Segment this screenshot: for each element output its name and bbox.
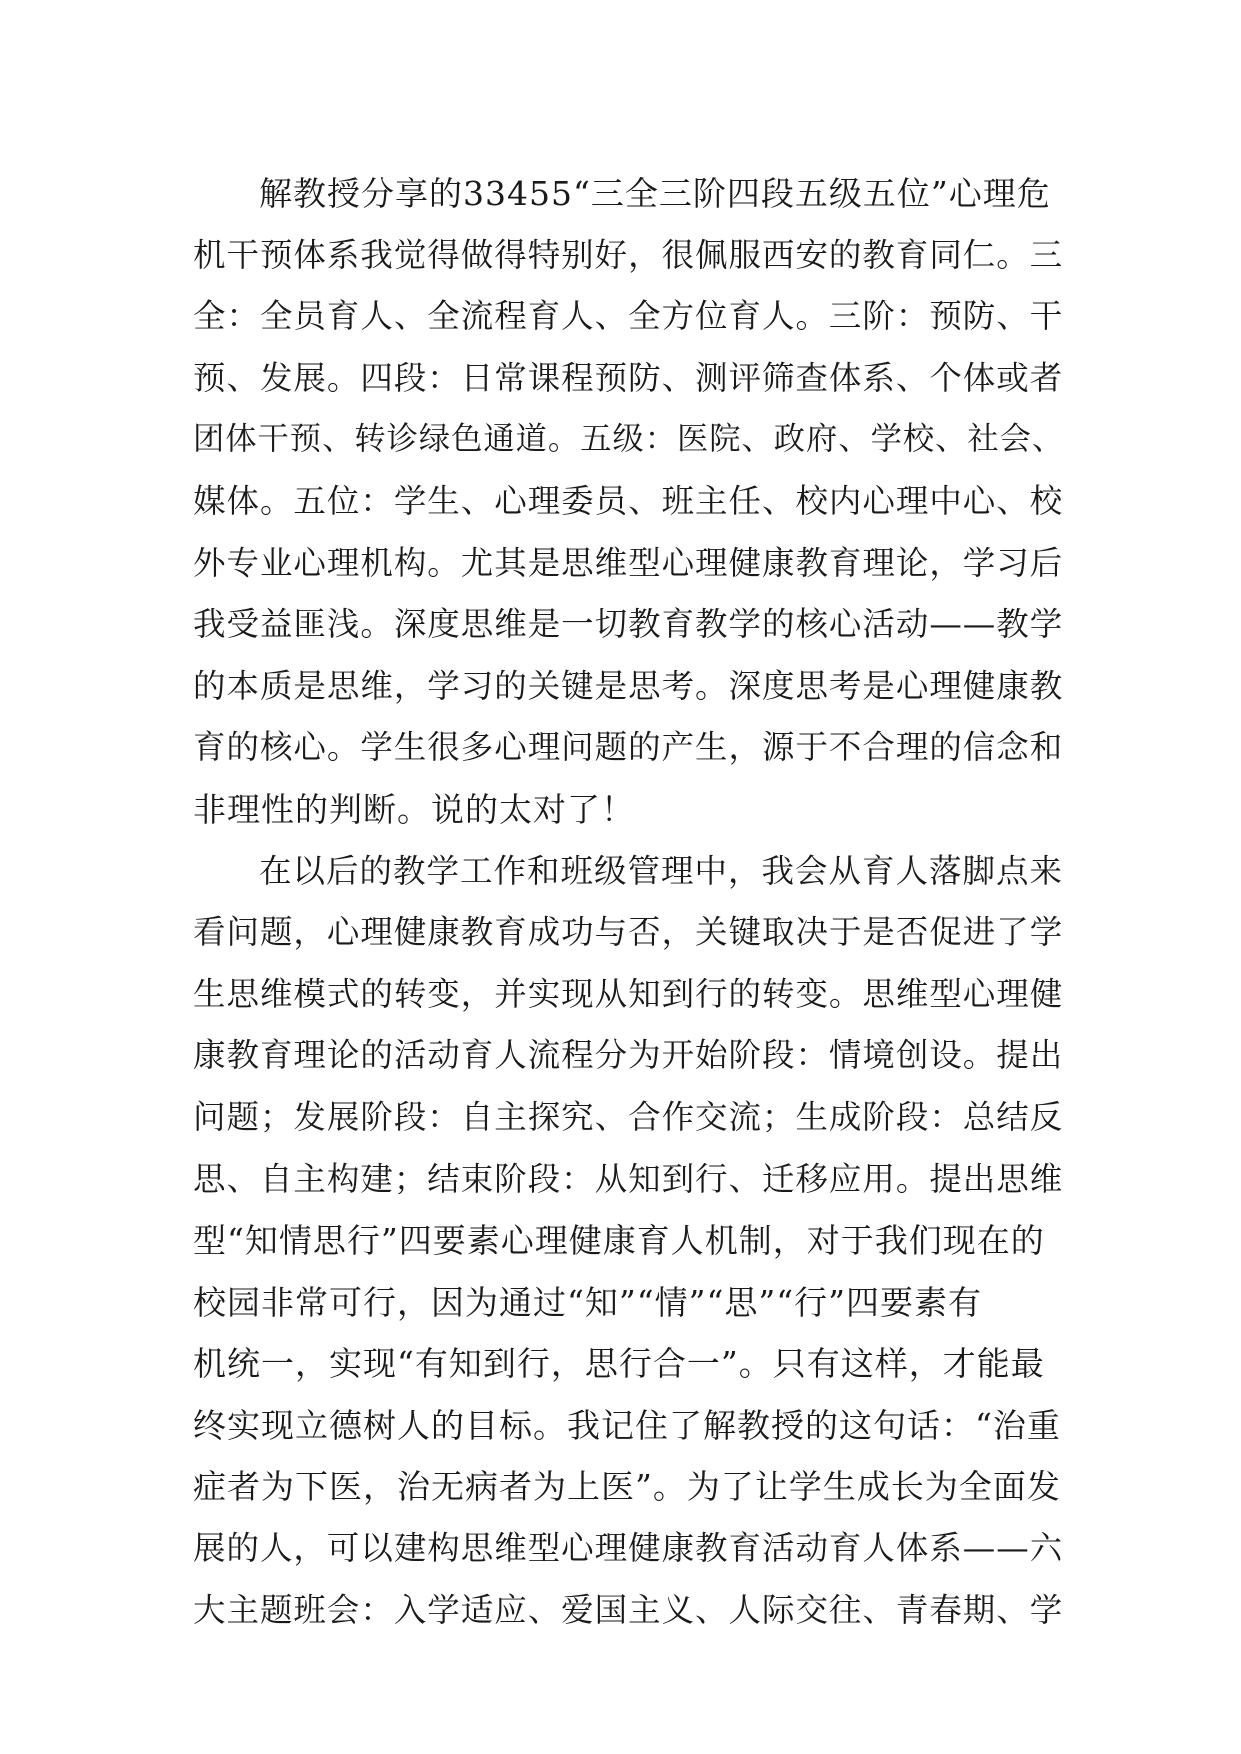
paragraph-1-line-5: 团体干预、转诊绿色通道。五级：医院、政府、学校、社会、 xyxy=(193,421,1065,458)
paragraph-2-line-13: 大主题班会：入学适应、爱国主义、人际交往、青春期、学 xyxy=(193,1590,1064,1629)
paragraph-1-line-11: 非理性的判断。说的太对了！ xyxy=(193,789,635,829)
paragraph-2-line-8: 校园非常可行，因为通过“知”“情”“思”“行”四要素有 xyxy=(193,1282,982,1322)
paragraph-1-line-6: 媒体。五位：学生、心理委员、班主任、校内心理中心、校 xyxy=(193,481,1064,520)
paragraph-2-line-6: 思、自主构建；结束阶段：从知到行、迁移应用。提出思维 xyxy=(193,1159,1064,1198)
paragraph-2-line-7: 型“知情思行”四要素心理健康育人机制，对于我们现在的 xyxy=(193,1221,1045,1261)
paragraph-2-line-4: 康教育理论的活动育人流程分为开始阶段：情境创设。提出 xyxy=(193,1036,1064,1075)
paragraph-2-line-10: 终实现立德树人的目标。我记住了解教授的这句话：“治重 xyxy=(193,1405,1061,1445)
paragraph-2-line-1: 在以后的教学工作和班级管理中，我会从育人落脚点来 xyxy=(259,851,1064,890)
paragraph-2-line-11: 症者为下医，治无病者为上医”。为了让学生成长为全面发 xyxy=(193,1467,1061,1507)
paragraph-1-line-7: 外专业心理机构。尤其是思维型心理健康教育理论，学习后 xyxy=(193,543,1064,582)
paragraph-2-line-9: 机统一，实现“有知到行，思行合一”。只有这样，才能最 xyxy=(193,1344,1045,1384)
paragraph-1-line-8: 我受益匪浅。深度思维是一切教育教学的核心活动——教学 xyxy=(193,605,1064,644)
paragraph-1-line-10: 育的核心。学生很多心理问题的产生，源于不合理的信念和 xyxy=(193,728,1064,767)
body-text xyxy=(193,163,1063,1641)
paragraph-2-line-3: 生思维模式的转变，并实现从知到行的转变。思维型心理健 xyxy=(193,974,1064,1013)
paragraph-1-line-1: 解教授分享的33455“三全三阶四段五级五位”心理危 xyxy=(259,174,1051,213)
paragraph-2-line-5: 问题；发展阶段：自主探究、合作交流；生成阶段：总结反 xyxy=(193,1097,1064,1136)
paragraph-2-line-2: 看问题，心理健康教育成功与否，关键取决于是否促进了学 xyxy=(193,913,1064,952)
paragraph-1-line-2: 机干预体系我觉得做得特别好，很佩服西安的教育同仁。三 xyxy=(193,235,1064,274)
paragraph-2-line-12: 展的人，可以建构思维型心理健康教育活动育人体系——六 xyxy=(193,1529,1064,1568)
paragraph-1-line-3: 全：全员育人、全流程育人、全方位育人。三阶：预防、干 xyxy=(193,297,1064,336)
paragraph-1-line-9: 的本质是思维，学习的关键是思考。深度思考是心理健康教 xyxy=(193,666,1064,705)
paragraph-1-line-4: 预、发展。四段：日常课程预防、测评筛查体系、个体或者 xyxy=(193,358,1064,397)
